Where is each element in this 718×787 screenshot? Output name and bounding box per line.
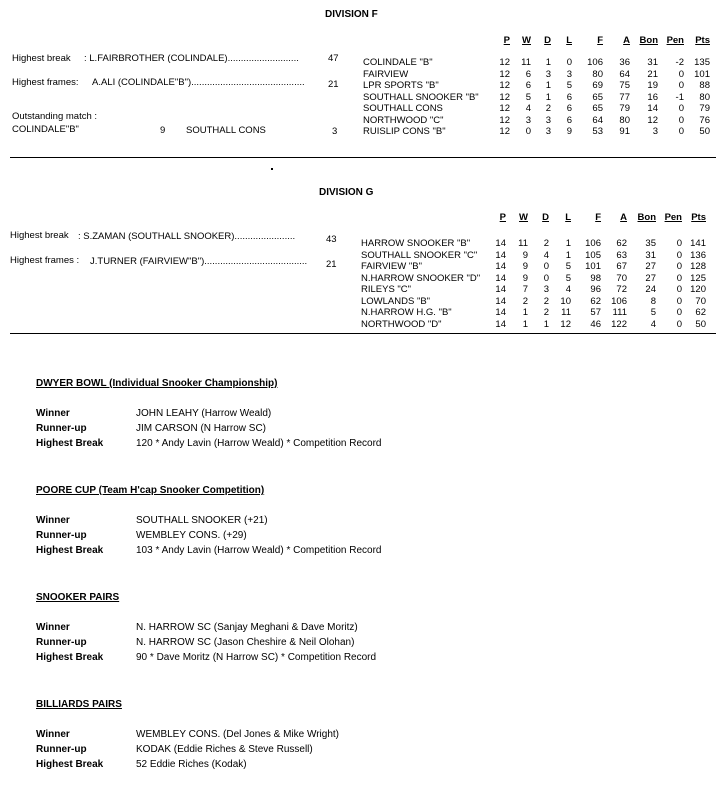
div-f-highest-break-score: 47 [328, 53, 339, 64]
result-value: 52 Eddie Riches (Kodak) [136, 759, 247, 770]
table-cell: 14 [495, 238, 506, 249]
table-cell: 0 [678, 103, 684, 114]
table-cell: 2 [522, 295, 528, 307]
table-cell: 6 [566, 114, 572, 126]
table-cell: 72 [616, 284, 627, 295]
table-cell: 0 [678, 114, 684, 126]
result-value: WEMBLEY CONS. (Del Jones & Mike Wright) [136, 729, 340, 740]
table-cell: 5 [566, 80, 572, 91]
result-label: Highest Break [36, 438, 104, 449]
table-cell: 98 [590, 272, 601, 284]
table-cell: 2 [543, 238, 549, 249]
table-cell: 14 [647, 103, 658, 114]
table-cell: 0 [525, 126, 531, 137]
result-label: Highest Break [36, 545, 104, 556]
team-name: LOWLANDS "B" [361, 295, 431, 307]
table-cell: 7 [522, 284, 528, 295]
team-name: SOUTHALL CONS [363, 103, 443, 114]
team-name: RILEYS "C" [361, 284, 412, 295]
table-cell: 64 [619, 68, 630, 80]
table-cell: 14 [495, 249, 506, 261]
table-cell: 0 [676, 261, 682, 272]
division-f-title: DIVISION F [325, 9, 378, 20]
table-cell: 88 [699, 80, 710, 91]
table-cell: 62 [616, 238, 627, 249]
result-label: Runner-up [36, 530, 87, 541]
result-label: Highest Break [36, 652, 104, 663]
table-cell: 0 [676, 249, 682, 261]
result-value: 103 * Andy Lavin (Harrow Weald) * Competition Record [136, 545, 382, 556]
team-name: LPR SPORTS "B" [363, 80, 439, 91]
table-cell: 69 [592, 80, 603, 91]
table-cell: 128 [690, 261, 706, 272]
table-cell: 50 [699, 126, 710, 137]
table-cell: 3 [545, 68, 551, 80]
table-cell: 3 [652, 126, 658, 137]
table-cell: 5 [525, 91, 531, 103]
table-cell: 1 [545, 80, 551, 91]
result-value: JOHN LEAHY (Harrow Weald) [136, 408, 272, 419]
table-cell: 105 [585, 249, 601, 261]
table-cell: 10 [560, 295, 571, 307]
column-header: W [519, 212, 528, 223]
table-cell: 0 [676, 295, 682, 307]
table-cell: 50 [695, 318, 706, 330]
table-cell: 65 [592, 103, 603, 114]
table-cell: 0 [676, 318, 682, 330]
division-g-title: DIVISION G [319, 187, 374, 198]
table-cell: -1 [675, 91, 684, 103]
div-f-highest-break-label: Highest break [12, 53, 71, 64]
table-cell: 12 [499, 91, 510, 103]
table-cell: 80 [592, 68, 603, 80]
table-cell: 12 [560, 318, 571, 330]
table-cell: 79 [619, 103, 630, 114]
table-cell: 77 [619, 91, 630, 103]
table-cell: 21 [647, 68, 658, 80]
result-label: Highest Break [36, 759, 104, 770]
div-f-outstanding-team1: COLINDALE"B" [12, 124, 79, 135]
result-label: Winner [36, 729, 70, 740]
table-cell: 4 [543, 249, 549, 261]
table-cell: 9 [522, 261, 528, 272]
table-cell: 12 [499, 80, 510, 91]
table-cell: 135 [694, 57, 710, 68]
table-cell: 6 [525, 80, 531, 91]
table-cell: 1 [522, 318, 528, 330]
table-cell: 125 [690, 272, 706, 284]
table-cell: 4 [650, 318, 656, 330]
div-f-outstanding-label: Outstanding match : [12, 111, 98, 122]
table-cell: 136 [690, 249, 706, 261]
div-f-highest-frames-value: A.ALI (COLINDALE"B")........................................... [92, 77, 305, 88]
competition-title: DWYER BOWL (Individual Snooker Championship) [36, 378, 278, 389]
table-cell: 76 [699, 114, 710, 126]
column-header: L [566, 35, 572, 46]
table-cell: 63 [616, 249, 627, 261]
result-value: 120 * Andy Lavin (Harrow Weald) * Competition Record [136, 438, 382, 449]
table-cell: 16 [647, 91, 658, 103]
table-cell: 19 [647, 80, 658, 91]
competition-title: BILLIARDS PAIRS [36, 699, 122, 710]
result-label: Runner-up [36, 637, 87, 648]
table-cell: 3 [543, 284, 549, 295]
result-value: N. HARROW SC (Sanjay Meghani & Dave Moritz) [136, 622, 358, 633]
table-cell: 14 [495, 261, 506, 272]
table-cell: 62 [590, 295, 601, 307]
div-g-highest-frames-score: 21 [326, 259, 337, 270]
speck-mark [271, 168, 273, 170]
column-header: P [503, 35, 510, 46]
column-header: Pts [695, 35, 710, 46]
table-cell: 1 [565, 238, 571, 249]
div-f-outstanding-score2: 3 [332, 126, 338, 137]
team-name: FAIRVIEW "B" [361, 261, 422, 272]
table-cell: 67 [616, 261, 627, 272]
column-header: Pen [664, 212, 682, 223]
table-cell: 0 [676, 238, 682, 249]
table-cell: 75 [619, 80, 630, 91]
table-cell: 53 [592, 126, 603, 137]
table-cell: 27 [645, 261, 656, 272]
table-cell: 106 [587, 57, 603, 68]
table-cell: 3 [545, 114, 551, 126]
table-cell: 80 [699, 91, 710, 103]
result-value: JIM CARSON (N Harrow SC) [136, 423, 267, 434]
table-cell: 91 [619, 126, 630, 137]
table-cell: 11 [561, 307, 571, 318]
column-header: Pts [691, 212, 706, 223]
table-cell: 0 [676, 307, 682, 318]
table-cell: 31 [645, 249, 656, 261]
result-value: SOUTHALL SNOOKER (+21) [136, 515, 268, 526]
team-name: SOUTHALL SNOOKER "B" [363, 91, 479, 103]
table-cell: 80 [619, 114, 630, 126]
div-g-highest-break-value: : S.ZAMAN (SOUTHALL SNOOKER)....................... [78, 231, 296, 242]
column-header: F [595, 212, 601, 223]
table-cell: 12 [499, 57, 510, 68]
table-cell: 0 [678, 80, 684, 91]
table-cell: 0 [678, 126, 684, 137]
table-cell: 2 [543, 295, 549, 307]
table-cell: 2 [543, 307, 549, 318]
div-g-highest-frames-label: Highest frames : [10, 255, 80, 266]
table-cell: 111 [612, 307, 627, 318]
result-label: Winner [36, 622, 70, 633]
div-f-highest-break-value: : L.FAIRBROTHER (COLINDALE)........................... [84, 53, 299, 64]
team-name: FAIRVIEW [363, 68, 409, 80]
competition-title: POORE CUP (Team H'cap Snooker Competition) [36, 485, 265, 496]
result-label: Winner [36, 408, 70, 419]
table-cell: 8 [650, 295, 656, 307]
table-cell: 122 [611, 318, 627, 330]
table-cell: 57 [590, 307, 601, 318]
table-cell: 96 [590, 284, 601, 295]
table-cell: 3 [566, 68, 572, 80]
table-cell: 4 [525, 103, 531, 114]
team-name: COLINDALE "B" [363, 57, 433, 68]
table-cell: 12 [647, 114, 658, 126]
table-cell: 1 [545, 57, 551, 68]
div-f-highest-frames-score: 21 [328, 79, 339, 90]
table-cell: 2 [545, 103, 551, 114]
table-cell: 9 [522, 249, 528, 261]
column-header: D [544, 35, 551, 46]
column-header: Bon [637, 212, 656, 223]
table-cell: 1 [543, 318, 549, 330]
div-g-highest-frames-value: J.TURNER (FAIRVIEW"B")....................................... [90, 256, 308, 267]
table-cell: 106 [611, 295, 627, 307]
column-header: A [623, 35, 630, 46]
result-label: Runner-up [36, 744, 87, 755]
result-value: WEMBLEY CONS. (+29) [136, 530, 247, 541]
team-name: NORTHWOOD "D" [361, 318, 442, 330]
result-value: N. HARROW SC (Jason Cheshire & Neil Olohan) [136, 637, 355, 648]
team-name: SOUTHALL SNOOKER "C" [361, 249, 478, 261]
table-cell: 5 [565, 261, 571, 272]
column-header: P [499, 212, 506, 223]
table-cell: 14 [495, 272, 506, 284]
table-cell: 12 [499, 126, 510, 137]
column-header: W [522, 35, 531, 46]
column-header: L [565, 212, 571, 223]
table-cell: 0 [543, 272, 549, 284]
column-header: Bon [639, 35, 658, 46]
table-cell: 14 [495, 284, 506, 295]
table-cell: 141 [690, 238, 706, 249]
table-cell: 120 [690, 284, 706, 295]
table-cell: 0 [566, 57, 572, 68]
table-cell: 9 [522, 272, 528, 284]
table-cell: 1 [522, 307, 528, 318]
table-cell: 62 [695, 307, 706, 318]
table-cell: 14 [495, 295, 506, 307]
result-label: Runner-up [36, 423, 87, 434]
divider-rule [10, 157, 716, 158]
table-cell: 70 [695, 295, 706, 307]
table-cell: 3 [545, 126, 551, 137]
table-cell: 36 [619, 57, 630, 68]
column-header: D [542, 212, 549, 223]
team-name: N.HARROW H.G. "B" [361, 307, 452, 318]
table-cell: 106 [585, 238, 601, 249]
table-cell: 6 [566, 103, 572, 114]
table-cell: 46 [590, 318, 601, 330]
table-cell: 101 [694, 68, 710, 80]
table-cell: 3 [525, 114, 531, 126]
table-cell: 0 [678, 68, 684, 80]
column-header: Pen [666, 35, 684, 46]
table-cell: 14 [495, 307, 506, 318]
table-cell: 12 [499, 103, 510, 114]
table-cell: 1 [565, 249, 571, 261]
table-cell: 12 [499, 114, 510, 126]
table-cell: 64 [592, 114, 603, 126]
table-cell: 0 [543, 261, 549, 272]
div-f-highest-frames-label: Highest frames: [12, 77, 79, 88]
table-cell: 11 [521, 57, 531, 68]
result-value: KODAK (Eddie Riches & Steve Russell) [136, 744, 313, 755]
table-cell: 5 [565, 272, 571, 284]
table-cell: 70 [616, 272, 627, 284]
table-cell: 31 [647, 57, 658, 68]
team-name: NORTHWOOD "C" [363, 114, 444, 126]
result-label: Winner [36, 515, 70, 526]
div-g-highest-break-label: Highest break [10, 230, 69, 241]
divider-rule [10, 333, 716, 334]
table-cell: 35 [645, 238, 656, 249]
table-cell: 24 [645, 284, 656, 295]
table-cell: 1 [545, 91, 551, 103]
div-f-outstanding-score1: 9 [160, 125, 166, 136]
table-cell: 79 [699, 103, 710, 114]
column-header: A [620, 212, 627, 223]
table-cell: 9 [566, 126, 572, 137]
table-cell: 5 [650, 307, 656, 318]
table-cell: 4 [565, 284, 571, 295]
table-cell: 65 [592, 91, 603, 103]
team-name: RUISLIP CONS "B" [363, 126, 446, 137]
team-name: N.HARROW SNOOKER "D" [361, 272, 481, 284]
table-cell: 27 [645, 272, 656, 284]
column-header: F [597, 35, 603, 46]
table-cell: 101 [585, 261, 601, 272]
table-cell: 0 [676, 272, 682, 284]
table-cell: 6 [525, 68, 531, 80]
team-name: HARROW SNOOKER "B" [361, 238, 471, 249]
result-value: 90 * Dave Moritz (N Harrow SC) * Competition Record [136, 652, 377, 663]
table-cell: 14 [495, 318, 506, 330]
table-cell: 6 [566, 91, 572, 103]
table-cell: 12 [499, 68, 510, 80]
div-g-highest-break-score: 43 [326, 234, 337, 245]
table-cell: -2 [675, 57, 684, 68]
competition-title: SNOOKER PAIRS [36, 592, 120, 603]
table-cell: 11 [518, 238, 528, 249]
div-f-outstanding-team2: SOUTHALL CONS [186, 125, 266, 136]
table-cell: 0 [676, 284, 682, 295]
